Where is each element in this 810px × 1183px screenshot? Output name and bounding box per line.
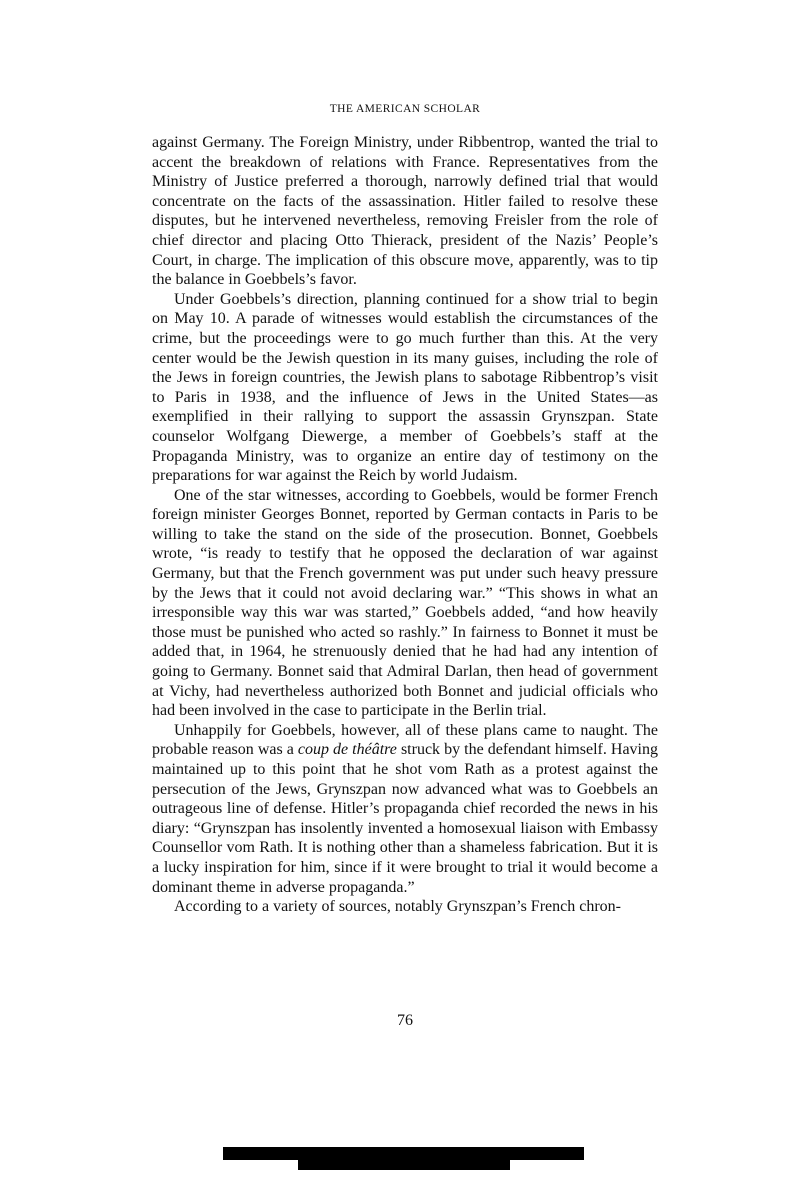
page-number: 76 xyxy=(397,1012,413,1029)
article-body xyxy=(152,133,658,917)
paragraph-5: According to a variety of sources, notably Grynszpan’s French chron- xyxy=(174,898,621,916)
paragraph-1: against Germany. The Foreign Ministry, under Ribbentrop, wanted the trial to accent the breakdown of relations with France. Representatives from the Ministry of Justice preferred a thorough, narrowly defined trial that would concentrate on the facts of the assassination. Hitler failed to resolve these disputes, but he intervened nevertheless, removing Freisler from the role of chief director and placing Otto Thierack, president of the Nazis’ People’s Court, in charge. The implication of this obscure move, apparently, was to tip the balance in Goebbels’s favor. xyxy=(152,134,658,289)
paragraph-3: One of the star witnesses, according to Goebbels, would be former French foreign minister Georges Bonnet, reported by German contacts in Paris to be willing to take the stand on the side of the prosecution. Bonnet, Goebbels wrote, “is ready to testify that he opposed the declaration of war against Germany, but that the French government was put under such heavy pressure by the Jews that it could not avoid declaring war.” “This shows in what an irresponsible way this war was started,” Goebbels added, “and how heavily those must be punished who acted so rashly.” In fairness to Bonnet it must be added that, in 1964, he strenuously denied that he had had any intention of going to Germany. Bonnet said that Admiral Darlan, then head of government at Vichy, had nevertheless authorized both Bonnet and judicial officials who had been involved in the case to participate in the Berlin trial. xyxy=(152,486,658,720)
paragraph-2: Under Goebbels’s direction, planning continued for a show trial to begin on May 10. A parade of witnesses would establish the circumstances of the crime, but the proceedings were to go much further than this. At the very center would be the Jewish question in its many guises, including the role of the Jews in foreign countries, the Jewish plans to sabotage Ribbentrop’s visit to Paris in 1938, and the influence of Jews in the United States—as exemplified in their rallying to support the assassin Grynszpan. State counselor Wolfgang Diewerge, a member of Goebbels’s staff at the Propaganda Ministry, was to organize an entire day of testimony on the preparations for war against the Reich by world Judaism. xyxy=(152,290,658,485)
scan-border-bar-lower xyxy=(298,1160,510,1170)
paragraph-4-rest: struck by the defendant himself. Having maintained up to this point that he shot vom Rath as a protest against the persecution of the Jews, Grynszpan now advanced what was to Goebbels an outrageous line of defense. Hitler’s propaganda chief recorded the news in his diary: “Grynszpan has insolently invented a homosexual liaison with Embassy Counsellor vom Rath. It is nothing other than a shameless fabrication. But it is a lucky inspiration for him, since if it were brought to trial it would become a dominant theme in adverse propaganda.” xyxy=(152,741,658,896)
paragraph-4-lead: Unhappily for Goebbels, however, all of these plans came to naught. The probable reason was a xyxy=(152,721,658,759)
running-head: THE AMERICAN SCHOLAR xyxy=(329,103,481,115)
paragraph-4 xyxy=(152,721,658,897)
italic-phrase: coup de théâtre xyxy=(297,741,397,759)
scan-border-bar xyxy=(223,1147,584,1160)
